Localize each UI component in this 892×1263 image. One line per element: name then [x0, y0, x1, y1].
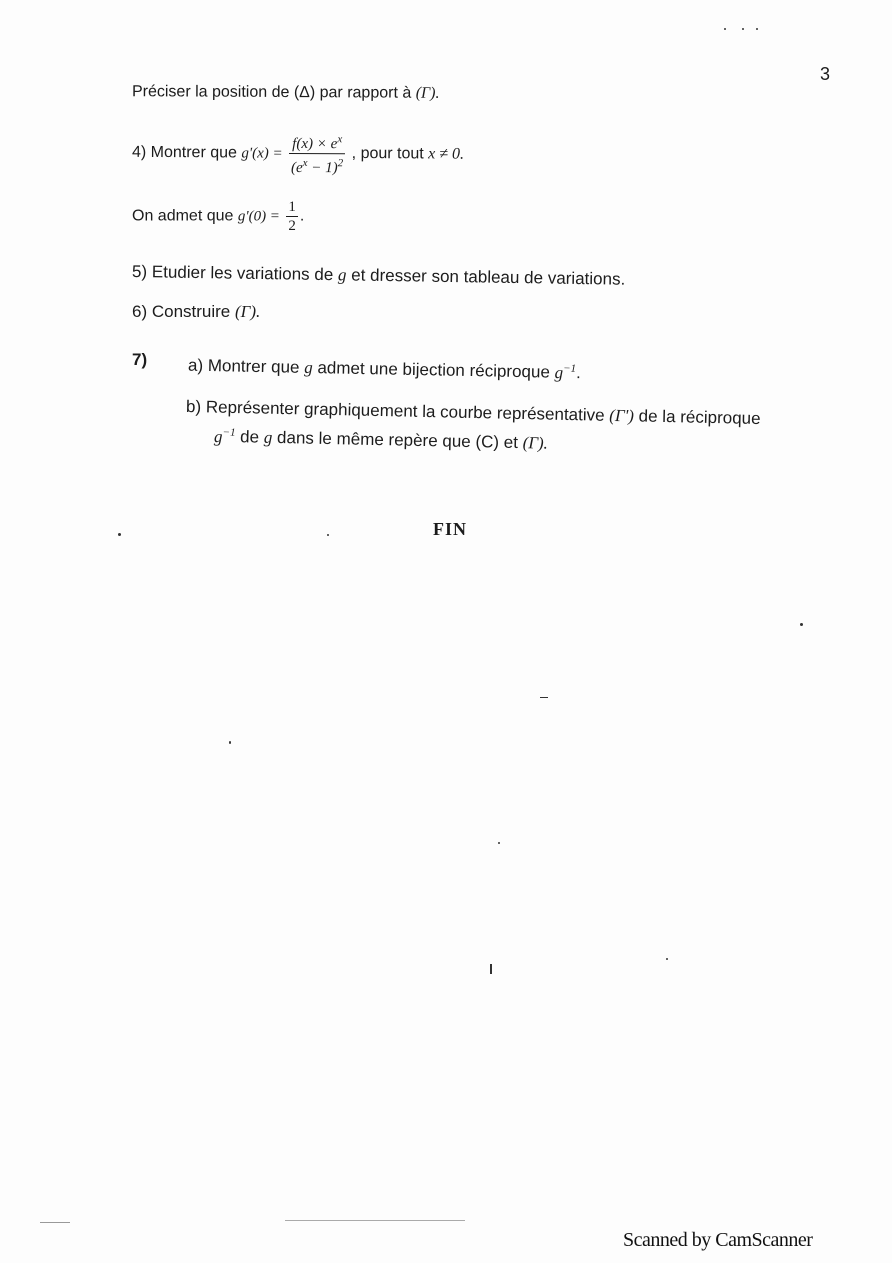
scan-speck	[800, 623, 803, 626]
question-5	[132, 262, 626, 290]
q7a-text: a) Montrer que	[187, 355, 300, 377]
q5-rest: et dresser son tableau de variations.	[351, 265, 626, 289]
q7b-gamma-prime: (Γ')	[609, 405, 635, 426]
scanner-watermark: Scanned by CamScanner	[623, 1229, 813, 1251]
scan-speck	[540, 697, 548, 698]
position-math: (Γ).	[415, 84, 440, 102]
q4-denominator: $(e^x - 1)^2$	[290, 157, 344, 177]
end-marker: FIN	[433, 519, 467, 539]
q6-text: 6) Construire	[132, 302, 231, 321]
q4-label: 4) Montrer que	[131, 143, 237, 162]
admit-text: On admet que	[132, 207, 234, 225]
q7b-line2-a: de	[239, 427, 260, 447]
q7b-line2-end: (Γ).	[522, 433, 549, 453]
q7a-rest: admet une bijection réciproque	[317, 358, 551, 382]
scan-speck	[666, 958, 668, 960]
q7a-var: g	[304, 357, 313, 378]
admit-end: .	[299, 207, 305, 225]
scan-speck	[118, 533, 121, 536]
scan-speck	[490, 964, 492, 974]
position-text: Préciser la position de (Δ) par rapport à	[131, 83, 412, 102]
scan-speck	[756, 28, 758, 30]
question-7-number: 7)	[132, 350, 148, 369]
q4-lhs: g'(x) =	[241, 145, 283, 162]
scan-speck	[229, 741, 231, 744]
q5-var: g	[337, 265, 347, 285]
scan-speck	[40, 1222, 70, 1223]
q7a-end: .	[575, 363, 581, 383]
q7b-line2-var: g	[263, 427, 273, 447]
admit-num: 1	[288, 199, 296, 215]
question-7b-line1	[186, 397, 761, 429]
q5-text: 5) Etudier les variations de	[131, 262, 334, 285]
q7a-inverse: $g^{-1}$	[554, 362, 577, 382]
q6-math: (Γ).	[235, 302, 261, 321]
q7b-line1-end: de la réciproque	[638, 406, 761, 429]
admit-fraction	[286, 198, 298, 235]
scan-speck	[327, 534, 329, 536]
question-6	[132, 302, 260, 322]
q4-suffix: , pour tout	[351, 145, 424, 163]
q4-numerator: $f(x) \times e^x$	[289, 130, 345, 154]
q7b-text: b) Représenter graphiquement la courbe représentative	[185, 397, 605, 425]
q4-condition: x ≠ 0.	[428, 145, 465, 163]
scan-speck	[285, 1220, 465, 1221]
admit-den: 2	[288, 218, 296, 234]
scan-speck	[498, 842, 500, 844]
position-line	[132, 83, 440, 103]
scan-speck	[742, 28, 744, 30]
question-7a	[188, 355, 581, 383]
question-7b-line2	[214, 426, 548, 454]
q4-fraction	[289, 130, 345, 177]
q7b-line2-b: dans le même repère que (C) et	[276, 427, 519, 453]
scan-speck	[724, 28, 726, 30]
q7b-inverse: $g^{-1}$	[213, 426, 236, 446]
admit-lhs: g'(0) =	[237, 208, 280, 225]
page-number: 3	[820, 64, 831, 84]
admit-line	[132, 198, 304, 235]
question-4	[132, 129, 464, 178]
